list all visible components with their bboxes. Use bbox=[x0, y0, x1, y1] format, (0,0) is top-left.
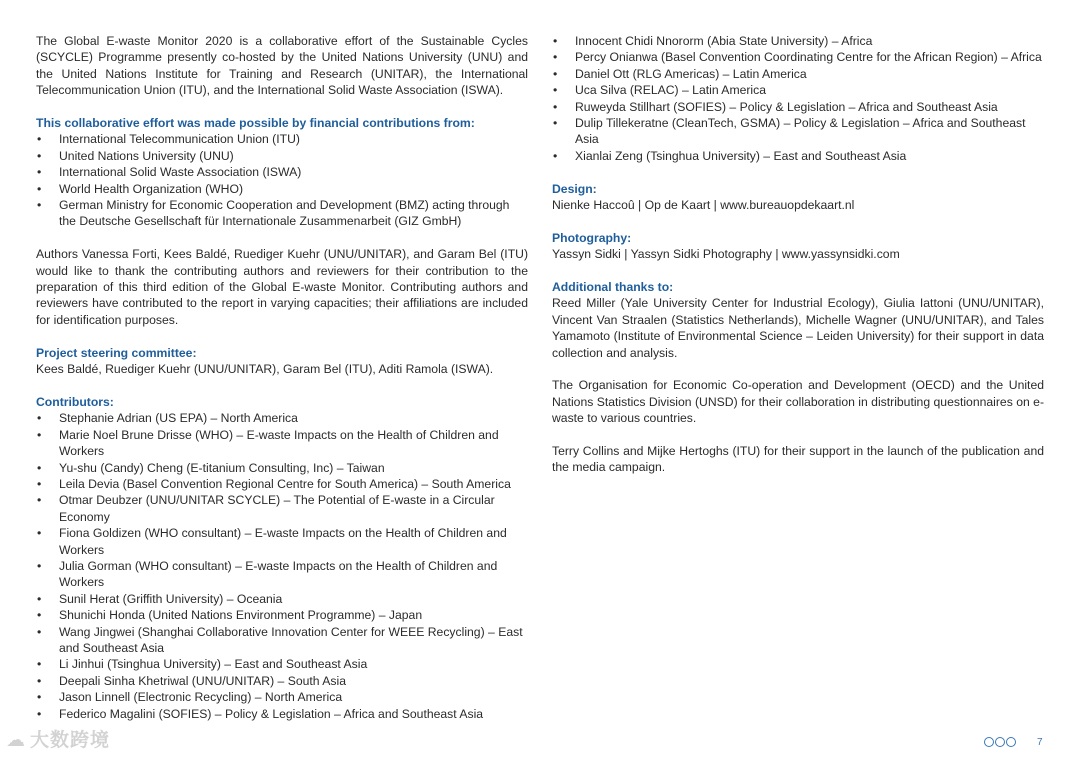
list-item: • Jason Linnell (Electronic Recycling) – North America bbox=[36, 689, 528, 705]
list-item: • World Health Organization (WHO) bbox=[36, 181, 528, 197]
list-item: • Xianlai Zeng (Tsinghua University) – East and Southeast Asia bbox=[552, 148, 1044, 164]
watermark-text: 大数跨境 bbox=[30, 730, 111, 751]
list-item: • Dulip Tillekeratne (CleanTech, GSMA) – Policy & Legislation – Africa and Southeast Asia bbox=[552, 115, 1044, 148]
list-item: • Marie Noel Brune Drisse (WHO) – E-waste Impacts on the Health of Children and Workers bbox=[36, 427, 528, 460]
list-item: • Shunichi Honda (United Nations Environment Programme) – Japan bbox=[36, 607, 528, 623]
circle-icon bbox=[995, 737, 1005, 747]
circle-icon bbox=[984, 737, 994, 747]
thanks-heading: Additional thanks to: bbox=[552, 280, 674, 295]
list-item: • International Solid Waste Association (ISWA) bbox=[36, 164, 528, 180]
authors-paragraph: Authors Vanessa Forti, Kees Baldé, Ruediger Kuehr (UNU/UNITAR), and Garam Bel (ITU) would like to thank the contributing authors and reviewers for their contribution to the preparation of this third edition of the Global E-waste Monitor. Contributing authors and reviewers have contributed to the report in varying capacities; their affiliations are included for identification purposes. bbox=[36, 247, 528, 327]
list-item: • Sunil Herat (Griffith University) – Oceania bbox=[36, 591, 528, 607]
contributors-list-left bbox=[36, 410, 528, 722]
list-item: • Yu-shu (Candy) Cheng (E-titanium Consulting, Inc) – Taiwan bbox=[36, 460, 528, 476]
photography-heading: Photography: bbox=[552, 230, 632, 245]
list-item: • Fiona Goldizen (WHO consultant) – E-waste Impacts on the Health of Children and Workers bbox=[36, 525, 528, 558]
list-item: • German Ministry for Economic Cooperation and Development (BMZ) acting through the Deutsche Gesellschaft für Internationale Zusammenarbeit (GIZ GmbH) bbox=[36, 197, 528, 230]
design-heading: Design: bbox=[552, 181, 597, 196]
list-item: • Federico Magalini (SOFIES) – Policy & Legislation – Africa and Southeast Asia bbox=[36, 706, 528, 722]
funding-heading: This collaborative effort was made possible by financial contributions from: bbox=[36, 116, 475, 131]
photography-text: Yassyn Sidki | Yassyn Sidki Photography | www.yassynsidki.com bbox=[552, 247, 900, 262]
contributors-heading: Contributors: bbox=[36, 394, 114, 409]
list-item: • Deepali Sinha Khetriwal (UNU/UNITAR) – South Asia bbox=[36, 673, 528, 689]
watermark bbox=[6, 728, 110, 754]
list-item: • Stephanie Adrian (US EPA) – North America bbox=[36, 410, 528, 426]
collins-paragraph: Terry Collins and Mijke Hertoghs (ITU) for their support in the launch of the publication and the media campaign. bbox=[552, 444, 1044, 475]
oecd-paragraph: The Organisation for Economic Co-operation and Development (OECD) and the United Nations Statistics Division (UNSD) for their collaboration in distributing questionnaires on e-waste to various countries. bbox=[552, 378, 1044, 426]
list-item: • International Telecommunication Union (ITU) bbox=[36, 131, 528, 147]
funding-list bbox=[36, 131, 528, 229]
watermark-logo-icon: ☁ bbox=[6, 730, 26, 751]
list-item: • United Nations University (UNU) bbox=[36, 148, 528, 164]
intro-paragraph: The Global E-waste Monitor 2020 is a collaborative effort of the Sustainable Cycles (SCYCLE) Programme presently co-hosted by the United Nations University (UNU) and the United Nations Institute for Training and Research (UNITAR), the International Telecommunication Union (ITU), and the International Solid Waste Association (ISWA). bbox=[36, 34, 528, 98]
contributors-list-right bbox=[552, 33, 1044, 164]
right-column bbox=[552, 33, 1044, 476]
list-item: • Julia Gorman (WHO consultant) – E-waste Impacts on the Health of Children and Workers bbox=[36, 558, 528, 591]
list-item: • Daniel Ott (RLG Americas) – Latin America bbox=[552, 66, 1044, 82]
list-item: • Innocent Chidi Nnororm (Abia State University) – Africa bbox=[552, 33, 1044, 49]
list-item: • Leila Devia (Basel Convention Regional Centre for South America) – South America bbox=[36, 476, 528, 492]
list-item: • Ruweyda Stillhart (SOFIES) – Policy & Legislation – Africa and Southeast Asia bbox=[552, 99, 1044, 115]
list-item: • Li Jinhui (Tsinghua University) – East and Southeast Asia bbox=[36, 656, 528, 672]
list-item: • Uca Silva (RELAC) – Latin America bbox=[552, 82, 1044, 98]
steering-heading: Project steering committee: bbox=[36, 345, 197, 360]
list-item: • Wang Jingwei (Shanghai Collaborative Innovation Center for WEEE Recycling) – East and Southeast Asia bbox=[36, 624, 528, 657]
page-number: 7 bbox=[1037, 737, 1043, 748]
footer-circles-icon bbox=[984, 737, 1016, 749]
list-item: • Otmar Deubzer (UNU/UNITAR SCYCLE) – The Potential of E-waste in a Circular Economy bbox=[36, 492, 528, 525]
left-column bbox=[36, 33, 528, 722]
thanks-text: Reed Miller (Yale University Center for Industrial Ecology), Giulia Iattoni (UNU/UNITAR), Vincent Van Straalen (Statistics Netherlands), Michelle Wagner (UNU/UNITAR), and Tales Yamamoto (Institute of Environmental Science – Leiden University) for their support in data collection and analysis. bbox=[552, 296, 1044, 360]
design-text: Nienke Haccoû | Op de Kaart | www.bureauopdekaart.nl bbox=[552, 198, 855, 213]
circle-icon bbox=[1006, 737, 1016, 747]
steering-text: Kees Baldé, Ruediger Kuehr (UNU/UNITAR), Garam Bel (ITU), Aditi Ramola (ISWA). bbox=[36, 362, 494, 377]
list-item: • Percy Onianwa (Basel Convention Coordinating Centre for the African Region) – Africa bbox=[552, 49, 1044, 65]
